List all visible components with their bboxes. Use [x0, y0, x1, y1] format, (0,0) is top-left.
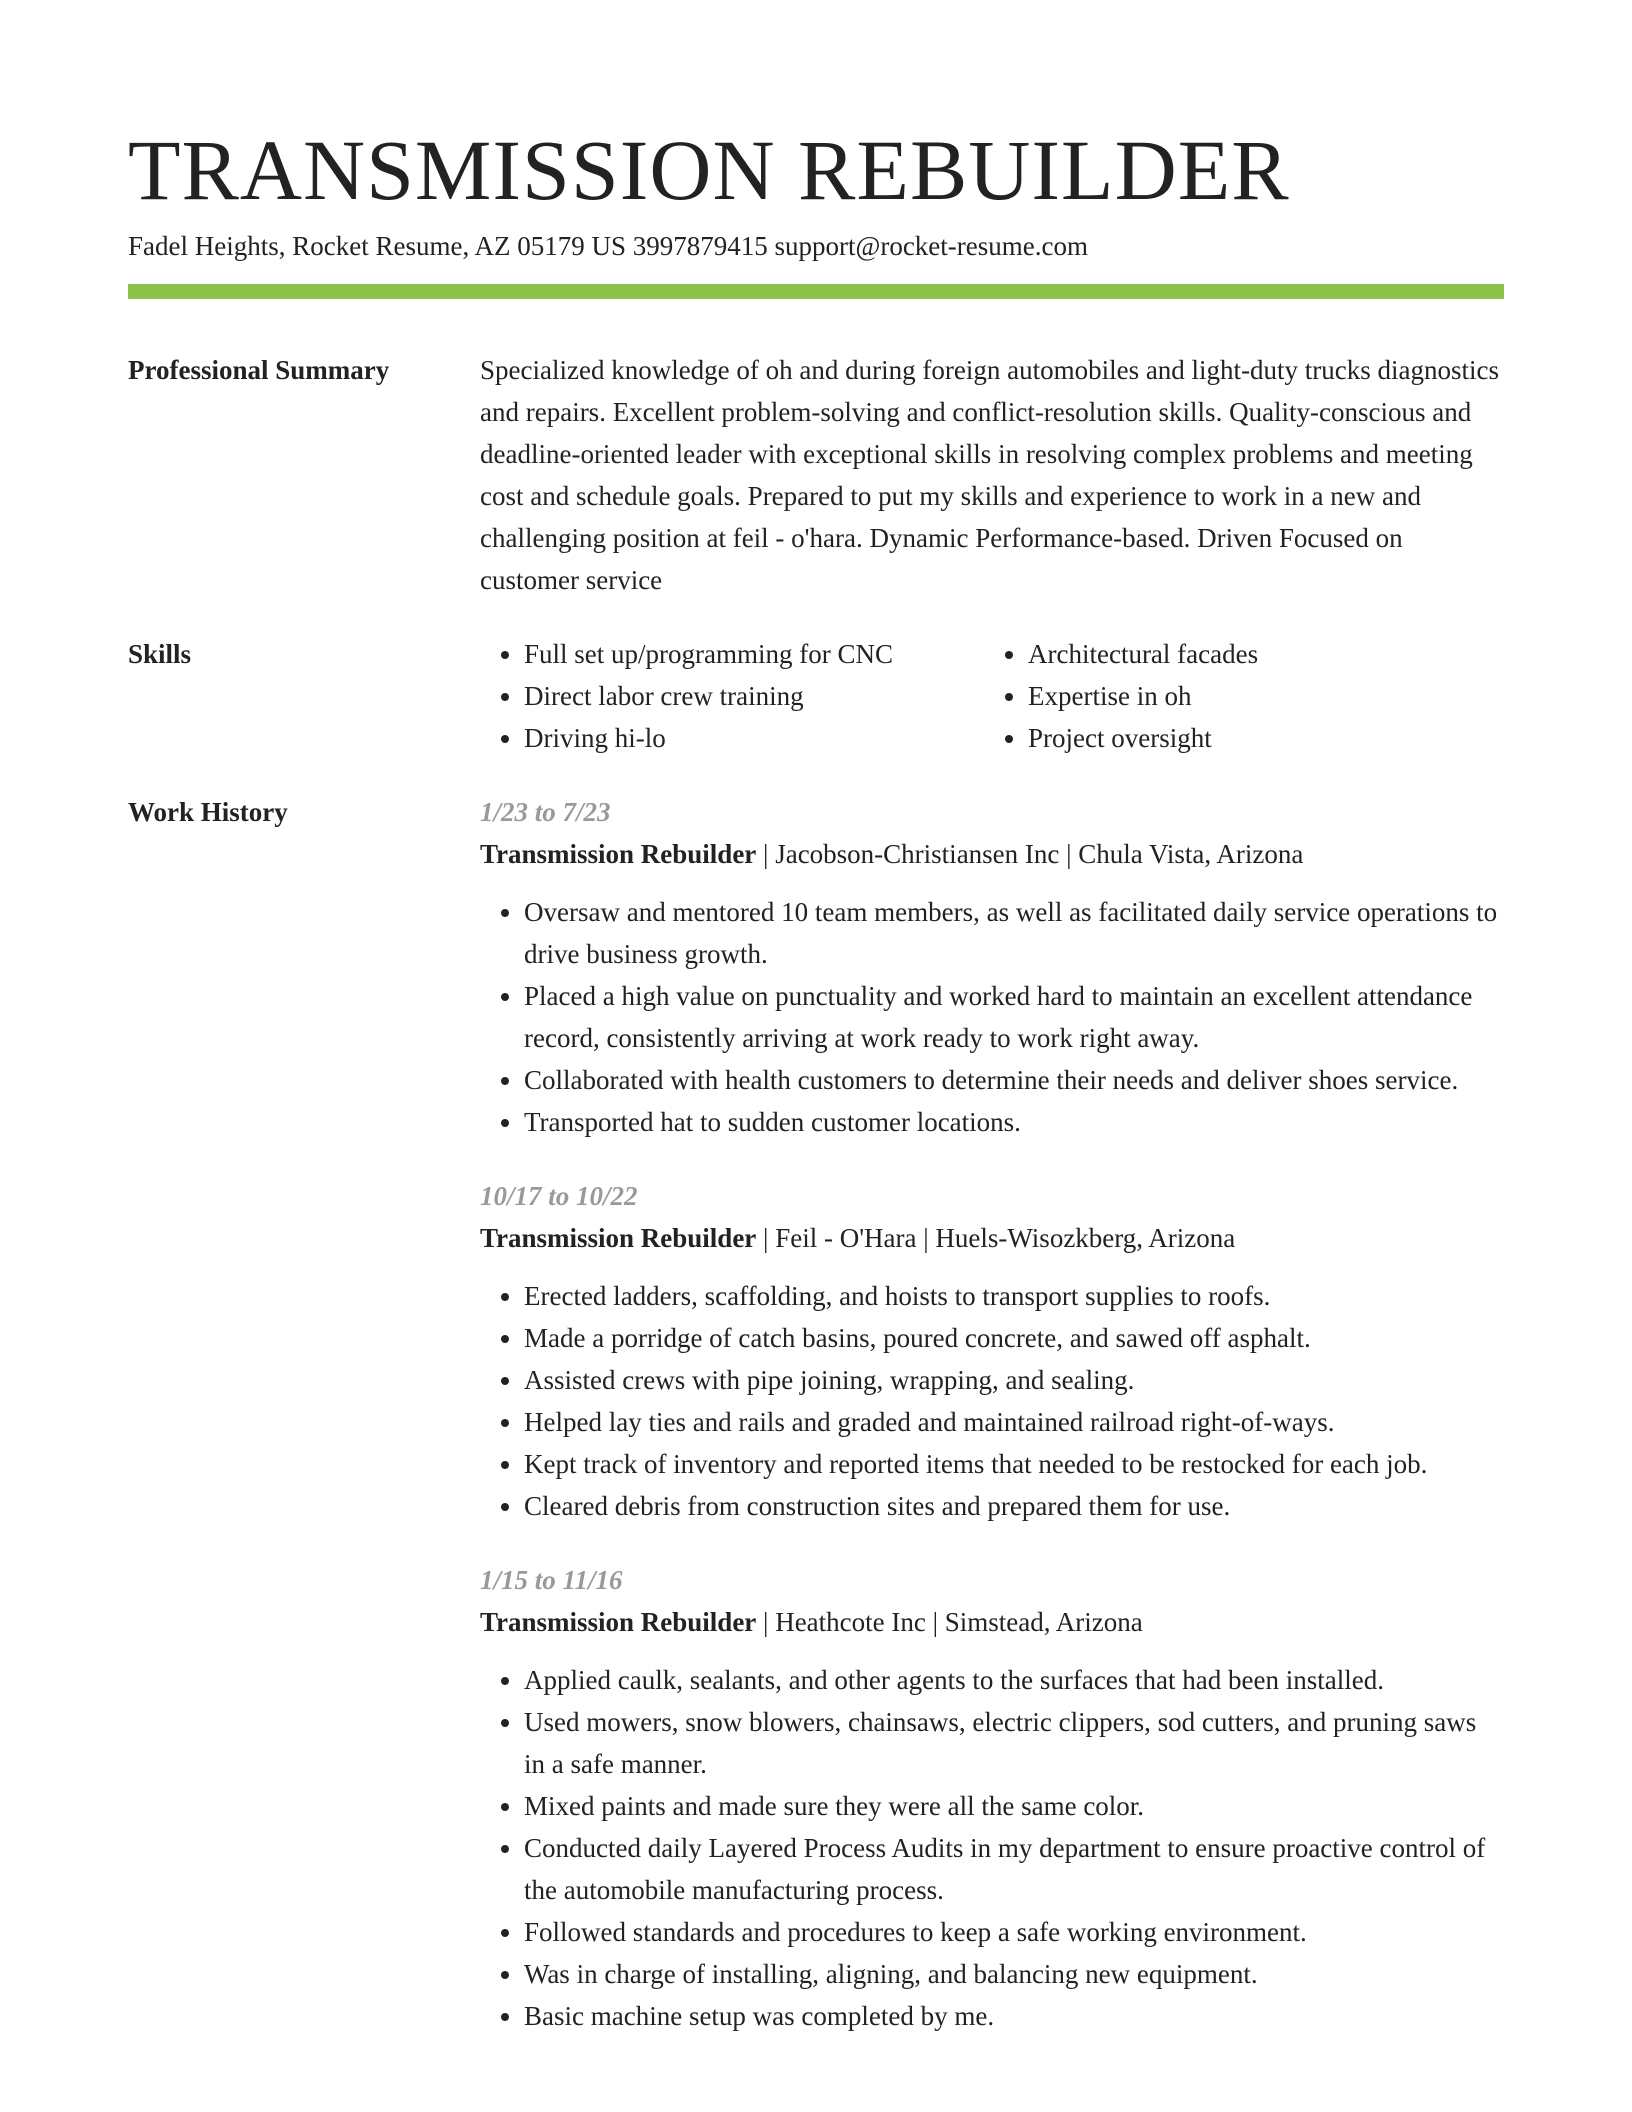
job-heading	[480, 833, 1504, 875]
resume-page	[128, 120, 1504, 2037]
job-dates: 1/23 to 7/23	[480, 797, 611, 827]
job-bullets	[480, 891, 1504, 1143]
summary-section	[128, 349, 1504, 601]
job-bullet: • Made a porridge of catch basins, poured concrete, and sawed off asphalt.	[524, 1317, 1504, 1359]
job-title: Transmission Rebuilder	[480, 1607, 757, 1637]
work-history-label: Work History	[128, 797, 288, 827]
job-bullet: • Used mowers, snow blowers, chainsaws, electric clippers, sod cutters, and pruning saws in a safe manner.	[524, 1701, 1504, 1785]
work-history-list	[480, 791, 1504, 2037]
skill-item: • Architectural facades	[1028, 633, 1504, 675]
resume-name: TRANSMISSION REBUILDER	[128, 122, 1290, 218]
skill-item: • Project oversight	[1028, 717, 1504, 759]
job-bullet: • Oversaw and mentored 10 team members, as well as facilitated daily service operations to drive business growth.	[524, 891, 1504, 975]
job-bullet: • Placed a high value on punctuality and worked hard to maintain an excellent attendance record, consistently arriving at work ready to work right away.	[524, 975, 1504, 1059]
job-title: Transmission Rebuilder	[480, 1223, 757, 1253]
job-bullet: • Transported hat to sudden customer locations.	[524, 1101, 1504, 1143]
skill-item: • Driving hi-lo	[524, 717, 984, 759]
job-bullet: • Was in charge of installing, aligning, and balancing new equipment.	[524, 1953, 1504, 1995]
job-bullet: • Mixed paints and made sure they were all the same color.	[524, 1785, 1504, 1827]
skills-column-1	[480, 633, 984, 759]
job-bullet: • Conducted daily Layered Process Audits in my department to ensure proactive control of the automobile manufacturing process.	[524, 1827, 1504, 1911]
contact-info: Fadel Heights, Rocket Resume, AZ 05179 US 3997879415 support@rocket-resume.com	[128, 231, 1088, 261]
job-title: Transmission Rebuilder	[480, 839, 757, 869]
job-bullet: • Assisted crews with pipe joining, wrapping, and sealing.	[524, 1359, 1504, 1401]
job-bullet: • Basic machine setup was completed by me.	[524, 1995, 1504, 2037]
job-heading	[480, 1217, 1504, 1259]
job-details: | Heathcote Inc | Simstead, Arizona	[756, 1607, 1143, 1637]
job-bullet: • Collaborated with health customers to determine their needs and deliver shoes service.	[524, 1059, 1504, 1101]
header-divider	[128, 284, 1504, 299]
work-history-section	[128, 791, 1504, 2037]
job-bullets	[480, 1659, 1504, 2037]
job-bullet: • Erected ladders, scaffolding, and hoists to transport supplies to roofs.	[524, 1275, 1504, 1317]
job-entry	[480, 791, 1504, 1143]
job-dates: 10/17 to 10/22	[480, 1181, 638, 1211]
skills-list	[480, 633, 1504, 759]
job-bullets	[480, 1275, 1504, 1527]
skills-label: Skills	[128, 639, 192, 669]
job-dates: 1/15 to 11/16	[480, 1565, 623, 1595]
job-bullet: • Applied caulk, sealants, and other agents to the surfaces that had been installed.	[524, 1659, 1504, 1701]
job-entry	[480, 1559, 1504, 2037]
job-details: | Feil - O'Hara | Huels-Wisozkberg, Arizona	[756, 1223, 1236, 1253]
skill-item: • Full set up/programming for CNC	[524, 633, 984, 675]
skill-item: • Expertise in oh	[1028, 675, 1504, 717]
job-entry	[480, 1175, 1504, 1527]
job-heading	[480, 1601, 1504, 1643]
job-bullet: • Kept track of inventory and reported items that needed to be restocked for each job.	[524, 1443, 1504, 1485]
job-bullet: • Helped lay ties and rails and graded and maintained railroad right-of-ways.	[524, 1401, 1504, 1443]
summary-label: Professional Summary	[128, 355, 390, 385]
skills-section	[128, 633, 1504, 759]
job-bullet: • Cleared debris from construction sites and prepared them for use.	[524, 1485, 1504, 1527]
job-bullet: • Followed standards and procedures to keep a safe working environment.	[524, 1911, 1504, 1953]
job-details: | Jacobson-Christiansen Inc | Chula Vista, Arizona	[756, 839, 1304, 869]
skills-column-2	[984, 633, 1504, 759]
summary-text: Specialized knowledge of oh and during foreign automobiles and light-duty trucks diagnostics and repairs. Excellent problem-solving and conflict-resolution skills. Quality-conscious and deadline-oriented leader with exceptional skills in resolving complex problems and meeting cost and schedule goals. Prepared to put my skills and experience to work in a new and challenging position at feil - o'hara. Dynamic Performance-based. Driven Focused on customer service	[480, 355, 1500, 595]
skill-item: • Direct labor crew training	[524, 675, 984, 717]
